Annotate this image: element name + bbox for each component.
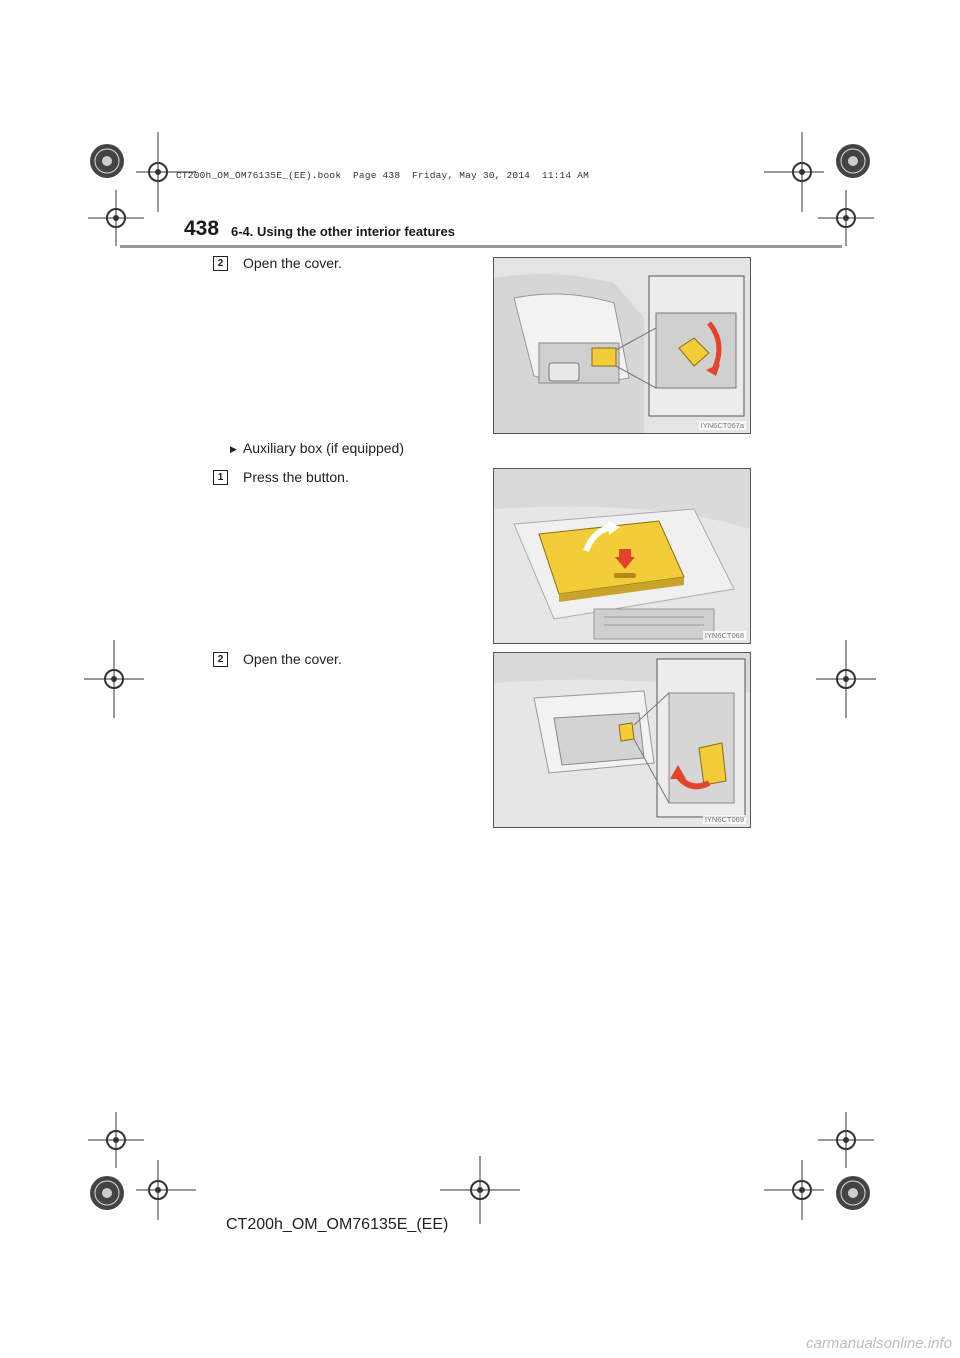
figure-auxiliary-box-button	[493, 468, 751, 644]
registration-crosshair-top-left-lower	[88, 190, 144, 246]
registration-crosshair-mid-left	[84, 640, 144, 718]
console-box-illustration	[494, 258, 750, 433]
step-text: Press the button.	[243, 469, 349, 485]
header-rule	[120, 245, 842, 248]
registration-mark-top-right-disc	[834, 142, 872, 180]
registration-crosshair-bottom-right	[764, 1160, 824, 1220]
registration-crosshair-bottom-center	[440, 1156, 520, 1224]
step-text: Open the cover.	[243, 651, 342, 667]
registration-crosshair-mid-right	[816, 640, 876, 718]
figure-console-box-cover	[493, 257, 751, 434]
figure-code: IYN6CT069	[704, 815, 744, 824]
triangle-bullet-icon: ▶	[230, 444, 237, 454]
document-code: CT200h_OM_OM76135E_(EE)	[226, 1216, 449, 1233]
figure-auxiliary-box-open	[493, 652, 751, 828]
registration-mark-bottom-right-disc	[834, 1174, 872, 1212]
registration-crosshair-bottom-left-2	[136, 1160, 196, 1220]
watermark: carmanualsonline.info	[806, 1335, 952, 1352]
auxiliary-box-open-illustration	[494, 653, 750, 827]
figure-code: IYN6CT068	[704, 631, 744, 640]
step-badge: 2	[213, 652, 228, 667]
registration-crosshair-top-right-lower	[818, 190, 874, 246]
section-title: 6-4. Using the other interior features	[231, 224, 455, 239]
page-number: 438	[184, 217, 220, 240]
registration-mark-top-left-disc	[88, 142, 126, 180]
step-badge: 2	[213, 256, 228, 271]
auxiliary-box-illustration	[494, 469, 750, 643]
figure-code: IYN6CT067a	[700, 421, 744, 430]
print-stamp: CT200h_OM_OM76135E_(EE).book Page 438 Friday, May 30, 2014 11:14 AM	[176, 170, 590, 181]
registration-mark-bottom-left-disc	[88, 1174, 126, 1212]
registration-crosshair-top-right	[764, 132, 824, 212]
subheading-auxiliary-box	[230, 440, 404, 456]
subheading-text: Auxiliary box (if equipped)	[242, 440, 405, 456]
step-badge: 1	[213, 470, 228, 485]
step-text: Open the cover.	[243, 255, 342, 271]
registration-crosshair-bottom-right-2	[818, 1112, 874, 1168]
